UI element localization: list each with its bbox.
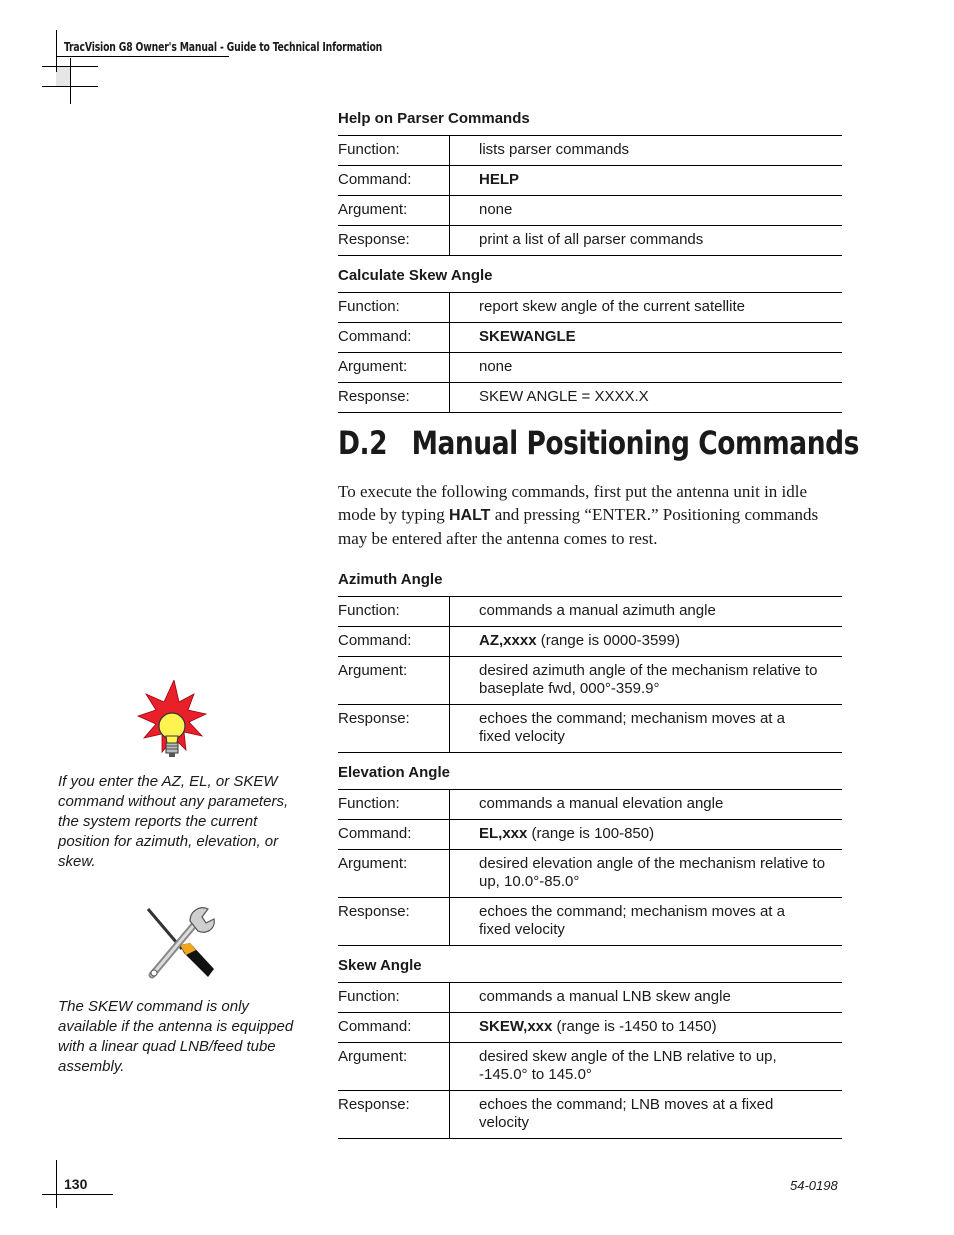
section-number: D.2: [338, 424, 388, 462]
section-title: Skew Angle: [338, 957, 422, 974]
row-value: commands a manual LNB skew angle: [450, 983, 843, 1013]
footer-rule: [42, 1194, 113, 1195]
row-label: Command:: [338, 166, 450, 196]
row-value: none: [450, 196, 843, 226]
row-label: Response:: [338, 226, 450, 256]
row-label: Function:: [338, 597, 450, 627]
table-row: [338, 627, 842, 657]
row-label: Function:: [338, 293, 450, 323]
row-value: desired skew angle of the LNB relative to up, -145.0° to 145.0°: [450, 1043, 843, 1091]
table-row: [338, 1013, 842, 1043]
command-table: [338, 982, 842, 1139]
command-section-skewangle: [338, 266, 842, 413]
table-row: [338, 293, 842, 323]
row-value: [450, 627, 843, 657]
table-row: [338, 1091, 842, 1139]
intro-text: and pressing “ENTER.” Positioning commands may be entered after the antenna comes to rest.: [338, 505, 819, 548]
command-section-help: [338, 109, 842, 256]
row-label: Response:: [338, 383, 450, 413]
table-row: [338, 597, 842, 627]
lightbulb-icon-graphic: [136, 680, 208, 766]
intro-text: To execute the following commands, first put the antenna unit in idle mode by typing: [338, 482, 808, 524]
lightbulb-icon: [136, 680, 208, 766]
command-section-azimuth: [338, 570, 842, 753]
row-value: SKEWANGLE: [450, 323, 843, 353]
row-value: report skew angle of the current satellite: [450, 293, 843, 323]
table-row: [338, 323, 842, 353]
row-label: Argument:: [338, 657, 450, 705]
command-table: [338, 135, 842, 256]
table-row: [338, 1043, 842, 1091]
tech-note: The SKEW command is only available if the antenna is equipped with a linear quad LNB/feed tube assembly.: [58, 998, 294, 1075]
section-title: Calculate Skew Angle: [338, 267, 493, 284]
row-label: Argument:: [338, 850, 450, 898]
command-syntax: AZ,xxxx: [479, 632, 537, 649]
intro-paragraph: [338, 480, 843, 550]
wrench-screwdriver-icon-graphic: [142, 903, 216, 979]
row-value: SKEW ANGLE = XXXX.X: [450, 383, 843, 413]
crop-mark: [56, 1160, 57, 1208]
row-label: Command:: [338, 627, 450, 657]
row-value: echoes the command; mechanism moves at a fixed velocity: [450, 705, 843, 753]
command-syntax: EL,xxx: [479, 825, 528, 842]
section-title: Elevation Angle: [338, 764, 450, 781]
table-row: [338, 657, 842, 705]
command-range: (range is -1450 to 1450): [552, 1018, 717, 1035]
section-heading-title: Manual Positioning Commands: [411, 424, 859, 462]
command-range: (range is 100-850): [527, 825, 655, 842]
command-section-elevation: [338, 763, 842, 946]
command-table: [338, 292, 842, 413]
halt-command: HALT: [448, 507, 491, 524]
table-row: [338, 705, 842, 753]
page-number: 130: [64, 1176, 88, 1192]
document-number: 54-0198: [790, 1178, 838, 1193]
command-section-skew: [338, 956, 842, 1139]
table-row: [338, 983, 842, 1013]
section-title: Help on Parser Commands: [338, 110, 530, 127]
wrench-screwdriver-icon: [142, 903, 216, 979]
table-row: [338, 353, 842, 383]
table-row: [338, 850, 842, 898]
table-row: [338, 166, 842, 196]
row-label: Response:: [338, 1091, 450, 1139]
row-value: lists parser commands: [450, 136, 843, 166]
row-value: commands a manual azimuth angle: [450, 597, 843, 627]
section-title: Azimuth Angle: [338, 571, 443, 588]
section-heading: [338, 424, 859, 462]
table-row: [338, 383, 842, 413]
row-label: Argument:: [338, 353, 450, 383]
command-syntax: SKEW,xxx: [479, 1018, 553, 1035]
row-label: Argument:: [338, 196, 450, 226]
row-label: Function:: [338, 983, 450, 1013]
row-label: Command:: [338, 820, 450, 850]
row-label: Function:: [338, 136, 450, 166]
row-value: [450, 820, 843, 850]
tip-note: If you enter the AZ, EL, or SKEW command without any parameters, the system reports the current position for azimuth, elevation, or skew.: [58, 773, 289, 870]
row-label: Argument:: [338, 1043, 450, 1091]
row-value: desired azimuth angle of the mechanism relative to baseplate fwd, 000°-359.9°: [450, 657, 843, 705]
header-rule: [56, 56, 229, 57]
crop-mark: [70, 58, 71, 104]
table-row: [338, 820, 842, 850]
row-label: Command:: [338, 323, 450, 353]
row-value: print a list of all parser commands: [450, 226, 843, 256]
row-label: Response:: [338, 705, 450, 753]
command-range: (range is 0000-3599): [536, 632, 680, 649]
table-row: [338, 196, 842, 226]
row-value: [450, 1013, 843, 1043]
row-value: HELP: [450, 166, 843, 196]
row-label: Function:: [338, 790, 450, 820]
row-value: desired elevation angle of the mechanism relative to up, 10.0°-85.0°: [450, 850, 843, 898]
registration-mark-box: [56, 66, 71, 87]
command-table: [338, 789, 842, 946]
command-table: [338, 596, 842, 753]
crop-mark: [42, 86, 98, 87]
running-header: TracVision G8 Owner's Manual - Guide to Technical Information: [64, 40, 383, 54]
row-value: none: [450, 353, 843, 383]
table-row: [338, 226, 842, 256]
row-value: echoes the command; mechanism moves at a fixed velocity: [450, 898, 843, 946]
row-value: echoes the command; LNB moves at a fixed velocity: [450, 1091, 843, 1139]
row-label: Response:: [338, 898, 450, 946]
table-row: [338, 136, 842, 166]
table-row: [338, 898, 842, 946]
table-row: [338, 790, 842, 820]
row-value: commands a manual elevation angle: [450, 790, 843, 820]
row-label: Command:: [338, 1013, 450, 1043]
